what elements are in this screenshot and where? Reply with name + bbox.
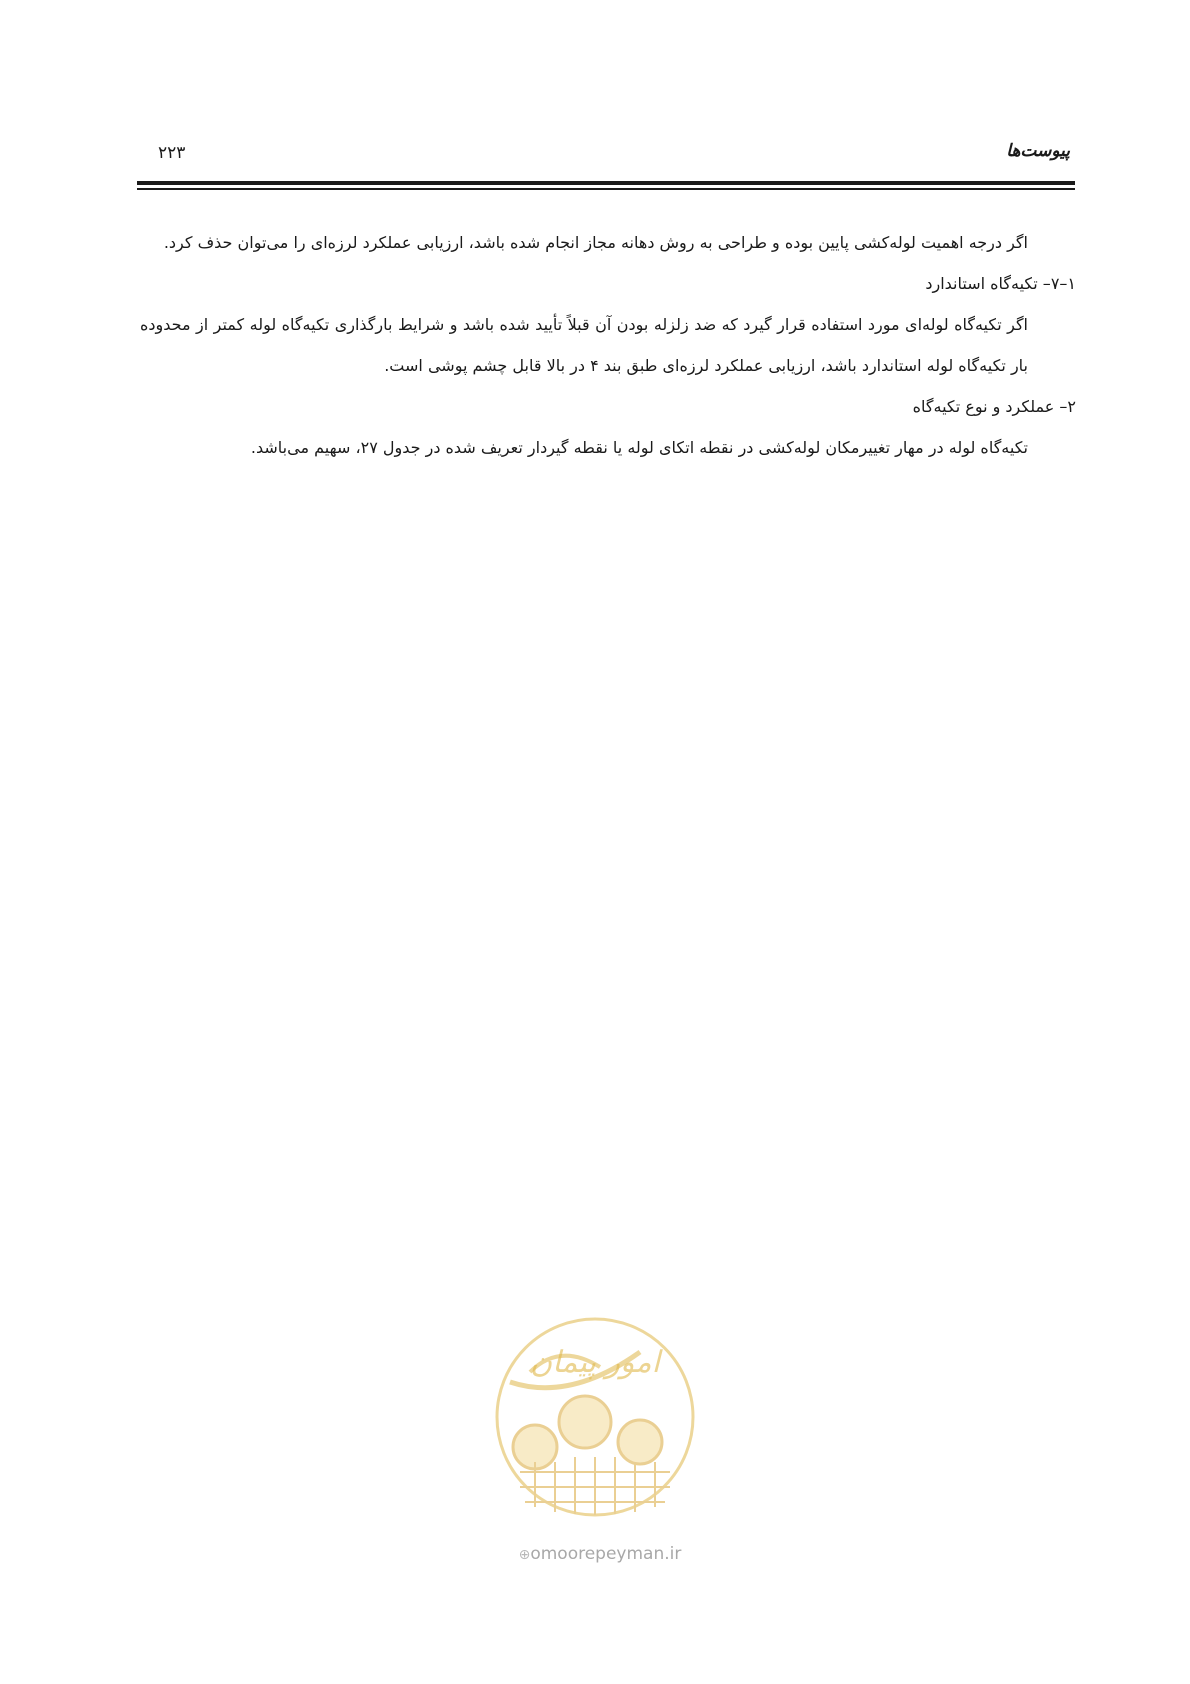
header-rule-thick (137, 181, 1075, 185)
watermark-logo-text: امور پیمان (530, 1345, 660, 1380)
body-content (140, 222, 1076, 468)
watermark-url (500, 1544, 700, 1564)
watermark-url-text: omoorepeyman.ir (530, 1544, 682, 1564)
heading-standard-support: ۱–۷– تکیه‌گاه استاندارد (925, 274, 1076, 293)
paragraph-1: اگر درجه اهمیت لوله‌کشی پایین بوده و طراحی به روش دهانه مجاز انجام شده باشد، ارزیابی عملکرد لرزه‌ای را می‌توان حذف کرد. (163, 233, 1028, 252)
section-title: پیوست‌ها (1006, 141, 1070, 161)
heading-support-function: ۲– عملکرد و نوع تکیه‌گاه (912, 397, 1076, 416)
globe-icon: ⊕ (518, 1547, 531, 1563)
paragraph-2: اگر تکیه‌گاه لوله‌ای مورد استفاده قرار گیرد که ضد زلزله بودن آن قبلاً تأیید شده باشد و شرایط بارگذاری تکیه‌گاه لوله کمتر از محدوده بار تکیه‌گاه لوله استاندارد باشد، ارزیابی عملکرد لرزه‌ای طبق بند ۴ در بالا قابل چشم پوشی است. (140, 315, 1028, 375)
watermark-logo (490, 1312, 700, 1562)
header-rule-thin (137, 188, 1075, 190)
paragraph-3: تکیه‌گاه لوله در مهار تغییرمکان لوله‌کشی در نقطه اتکای لوله یا نقطه گیردار تعریف شده در جدول ۲۷، سهیم می‌باشد. (250, 438, 1028, 457)
page-number: ۲۲۳ (158, 143, 186, 163)
